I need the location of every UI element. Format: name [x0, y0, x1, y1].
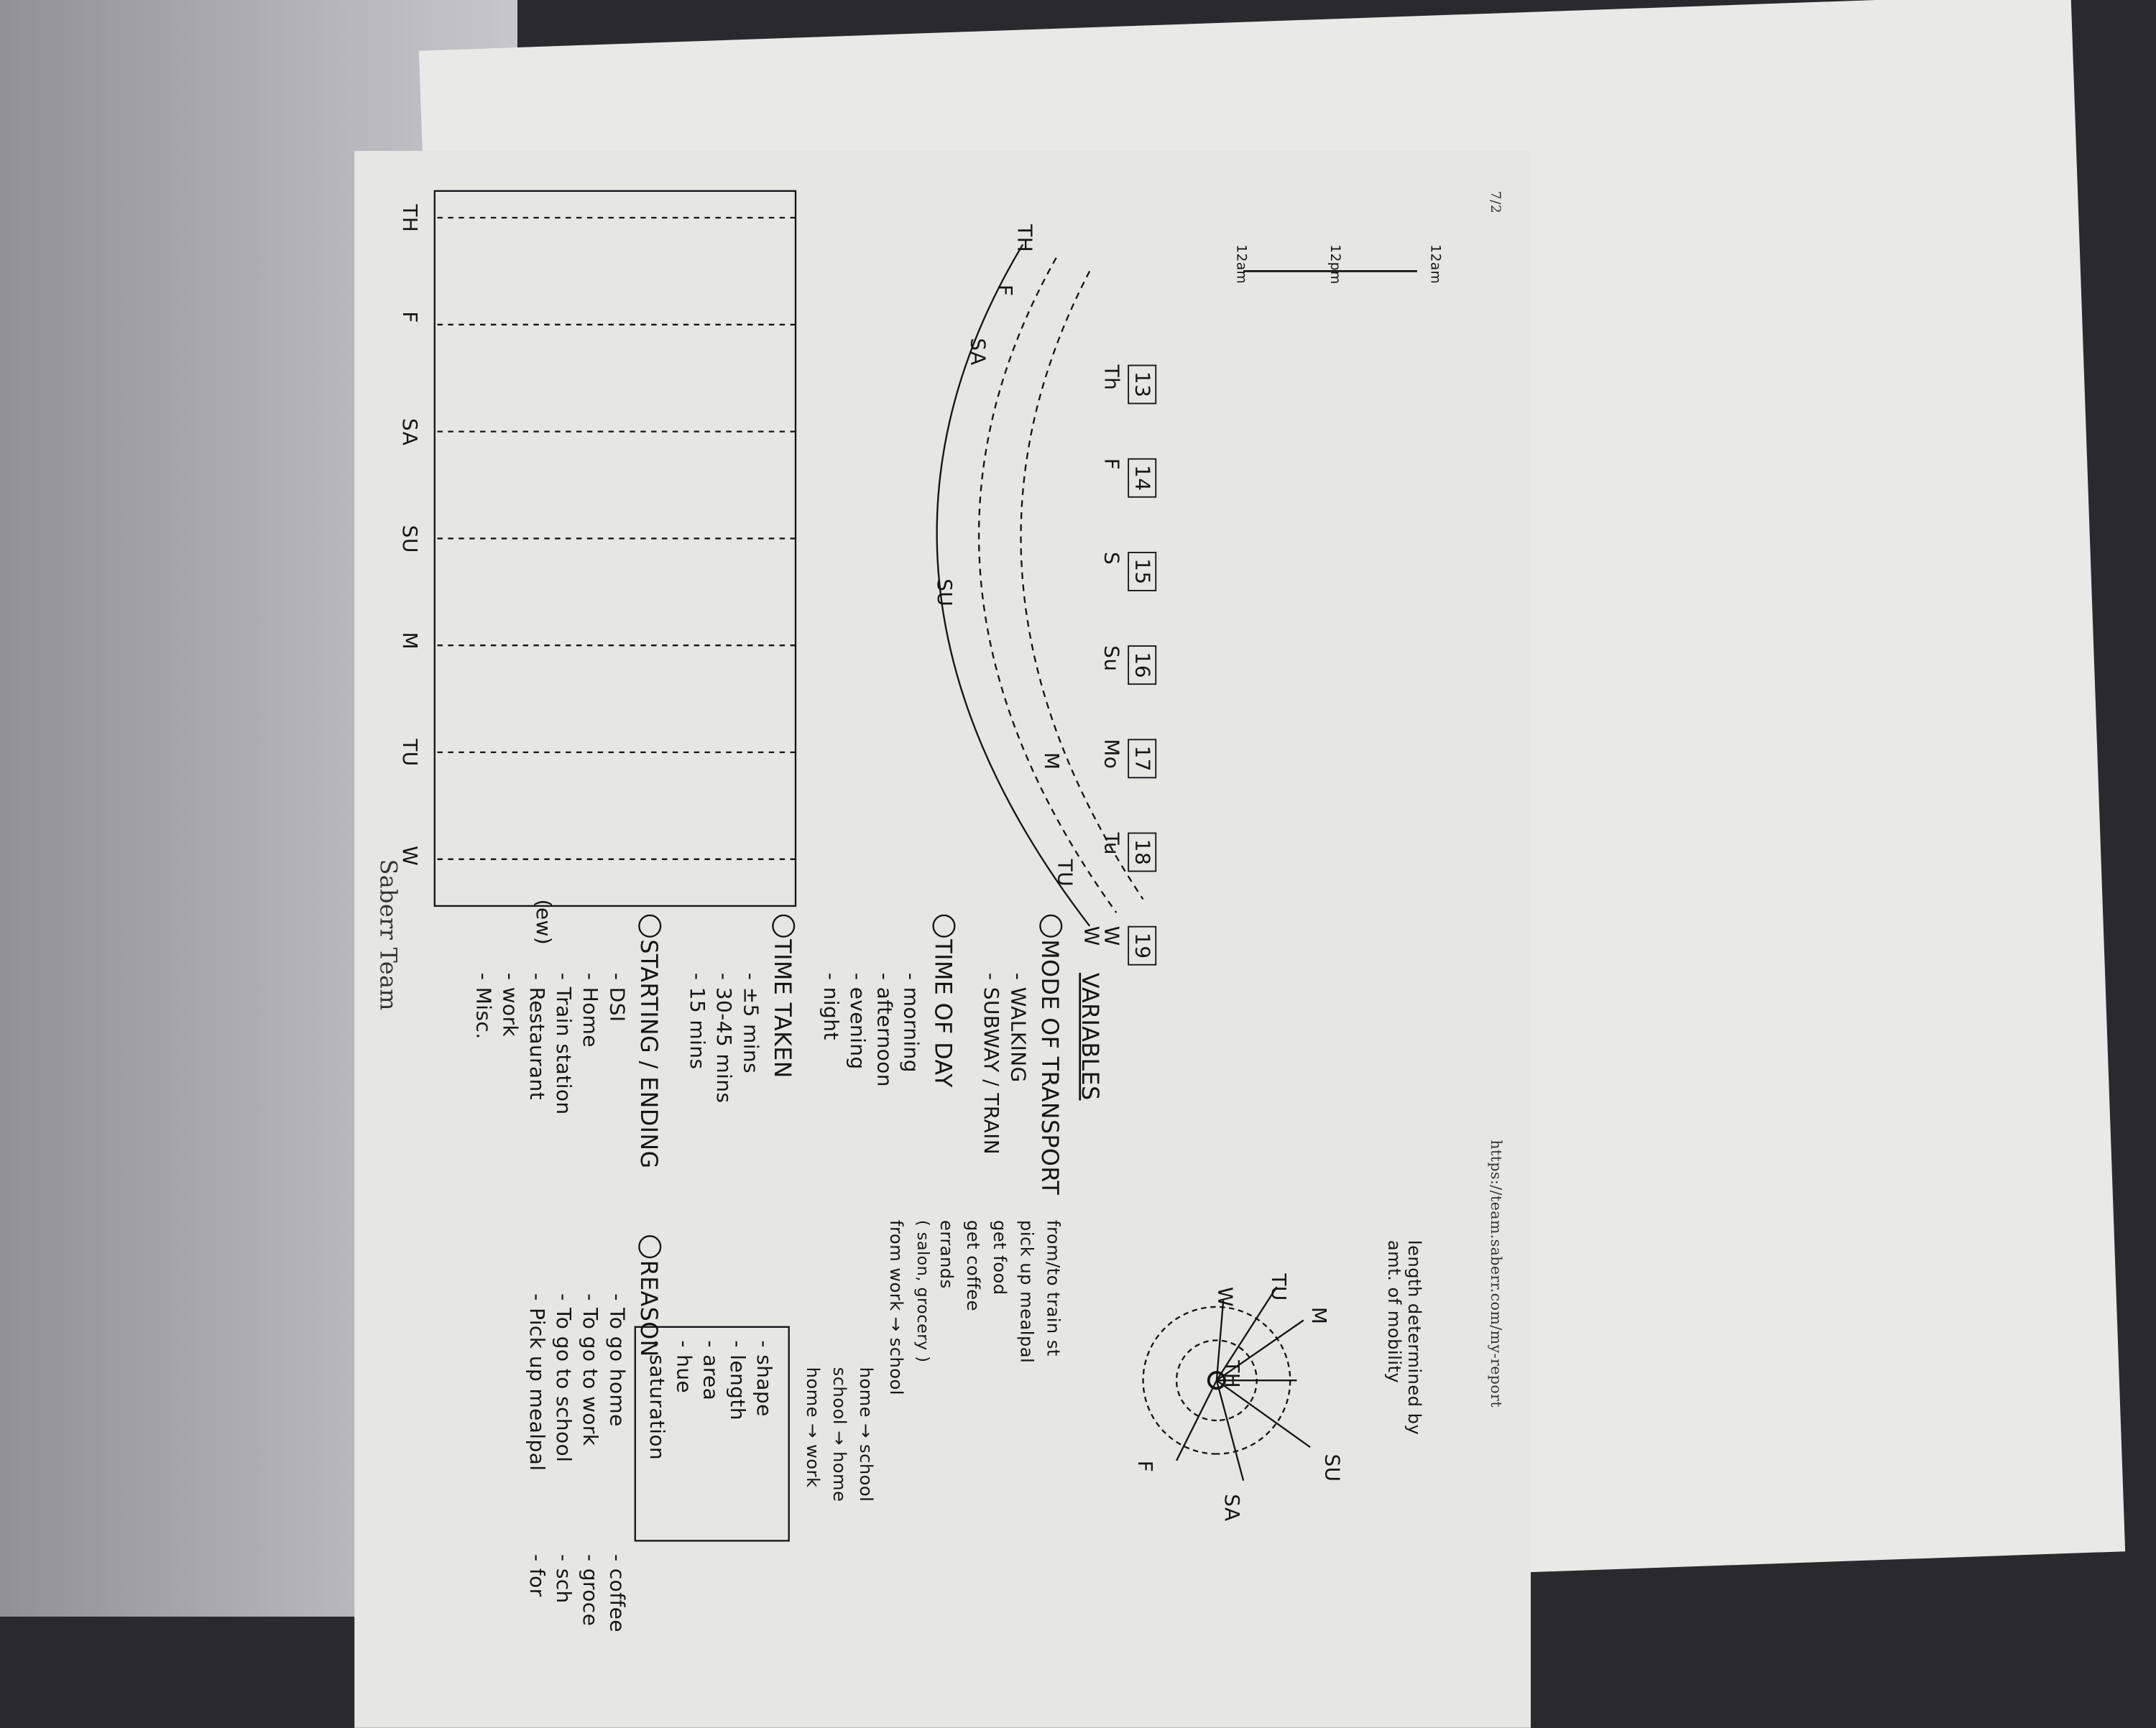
date-day-14: F [1100, 458, 1123, 471]
radial-day-m: M [1307, 1306, 1330, 1325]
clock-label-start: 12am [1427, 244, 1445, 285]
arc-dashed-2 [1021, 271, 1143, 899]
encoding-hue: - hue [671, 1340, 696, 1394]
variable-5-sub-3: - Pick up mealpal [525, 1293, 548, 1471]
date-box-15: 15 [1128, 552, 1156, 591]
date-box-19: 19 [1128, 926, 1156, 966]
page-number: 7/2 [1488, 190, 1504, 214]
variable-3-sub-2: - 15 mins [685, 972, 709, 1070]
variables-heading: VARIABLES [1076, 972, 1103, 1101]
grid-day-w: W [397, 846, 422, 867]
reason-school: - sch [551, 1554, 576, 1604]
reason-for: - for [525, 1554, 548, 1597]
reason-coffee: - coffee [604, 1554, 629, 1633]
variable-1-sub-1: - SUBWAY / TRAIN [979, 972, 1003, 1155]
variable-4-sub-3: - Restaurant [525, 972, 548, 1101]
date-box-16: 16 [1128, 645, 1156, 685]
arc-day-m: M [1039, 752, 1063, 770]
variable-2-sub-1: - afternoon [872, 972, 896, 1087]
variable-1-sub-0: - WALKING [1005, 972, 1030, 1083]
radial-spoke-sa [1217, 1380, 1243, 1480]
grid-day-tu: TU [397, 739, 422, 767]
variable-2-sub-2: - evening [845, 972, 870, 1070]
date-day-19: W [1100, 925, 1123, 946]
footer-brand: Saberr Team [374, 859, 402, 1011]
arc-day-th: TH [1013, 224, 1036, 253]
radial-spoke-m [1217, 1321, 1304, 1381]
radial-day-sa: SA [1220, 1494, 1244, 1522]
date-box-13: 13 [1128, 365, 1156, 405]
encoding-box [635, 1327, 789, 1541]
branch-train: from/to train st [1043, 1220, 1063, 1357]
date-day-18: Tu [1100, 832, 1123, 856]
circle-5 [639, 1236, 660, 1257]
radial-day-w: W [1213, 1287, 1237, 1308]
variable-5-title: REASON [635, 1260, 662, 1357]
arc-main [937, 244, 1090, 926]
mobility-note: length determined by amt. of mobility [1383, 1239, 1424, 1436]
encoding-saturation: - saturation [645, 1340, 669, 1461]
number-circles [639, 915, 1061, 1257]
sketch-paper [354, 151, 1531, 1728]
time-grid [435, 191, 796, 906]
radial-day-su: SU [1320, 1454, 1344, 1482]
circle-1 [1040, 915, 1061, 937]
variable-3-sub-0: - ±5 mins [738, 972, 763, 1074]
radial-day-tu: TU [1266, 1273, 1291, 1301]
circle-2 [934, 915, 955, 937]
grid-day-sa: SA [397, 418, 422, 446]
travel-school-home: school → home [829, 1367, 849, 1502]
variable-4-title: STARTING / ENDING [635, 939, 662, 1169]
branch-coffee: get coffee [962, 1220, 983, 1311]
clock-label-end: 12am [1234, 244, 1250, 285]
report-url: https://team.saberr.com/my-report [1487, 1140, 1504, 1408]
variable-2-sub-0: - morning [899, 972, 923, 1073]
branch-errands: errands [936, 1220, 957, 1289]
variable-4-sub-0: - DSI [604, 972, 629, 1022]
grid-day-su: SU [397, 525, 422, 553]
date-box-17: 17 [1128, 739, 1156, 778]
date-day-17: Mo [1100, 739, 1123, 770]
variable-3-sub-1: - 30-45 mins [711, 972, 736, 1104]
travel-home-work: home → work [802, 1367, 823, 1488]
variable-5-sub-0: - To go home [604, 1293, 629, 1427]
paper-content [354, 151, 1531, 1728]
encoding-length: - length [725, 1340, 749, 1420]
circle-3 [773, 915, 794, 937]
date-day-15: S [1100, 552, 1123, 565]
radial-spoke-su [1217, 1380, 1310, 1447]
variable-2-title: TIME OF DAY [929, 939, 957, 1088]
branch-mealpal: pick up mealpal [1015, 1220, 1036, 1364]
variable-5-sub-1: - To go to work [578, 1293, 602, 1446]
variable-5-sub-2: - To go to school [551, 1293, 576, 1463]
sketch-drawings [354, 151, 1531, 1728]
grid-day-f: F [397, 311, 422, 323]
variable-4-sub-1: - Home [578, 972, 602, 1048]
branch-food: get food [989, 1220, 1010, 1295]
date-box-18: 18 [1128, 833, 1156, 872]
time-grid-frame [435, 191, 796, 906]
variable-3-title: TIME TAKEN [768, 939, 796, 1078]
arc-dashed-1 [979, 258, 1116, 912]
date-day-13: Th [1100, 364, 1123, 391]
clock-label-mid: 12pm [1327, 244, 1344, 285]
arc-day-tu: TU [1053, 859, 1077, 887]
variable-1-title: MODE OF TRANSPORT [1036, 939, 1063, 1196]
radial-day-f: F [1133, 1460, 1157, 1473]
travel-home-school: home → school [855, 1367, 876, 1502]
radial-star [1143, 1287, 1311, 1481]
variable-4-sub-5: - Misc. [471, 972, 495, 1040]
branch-errands-detail: ( salon, grocery ) [913, 1220, 933, 1363]
arc-day-su: SU [932, 578, 957, 607]
variable-4-sub-4: - work [498, 972, 522, 1038]
encoding-area: - area [699, 1340, 722, 1401]
arc-day-f: F [992, 285, 1016, 297]
arc-day-w: W [1079, 925, 1103, 946]
encoding-shape: - shape [752, 1340, 776, 1417]
variable-4-sub-2: - Train station [551, 972, 576, 1115]
ew-note: (ew) [531, 899, 556, 946]
circle-4 [639, 915, 660, 937]
radial-spoke-tu [1217, 1287, 1277, 1380]
arc-day-sa: SA [966, 338, 990, 366]
grid-day-th: TH [397, 204, 422, 233]
radial-day-th: TH [1220, 1360, 1244, 1389]
radial-spoke-f [1176, 1380, 1217, 1461]
variable-2-sub-3: - night [819, 972, 843, 1040]
grid-day-m: M [397, 632, 422, 650]
date-box-14: 14 [1128, 458, 1156, 498]
arc-sketch [937, 244, 1143, 926]
date-day-16: Su [1100, 645, 1123, 672]
branch-work-school: from work → school [885, 1220, 906, 1396]
reason-grocery: - groce [578, 1554, 602, 1627]
